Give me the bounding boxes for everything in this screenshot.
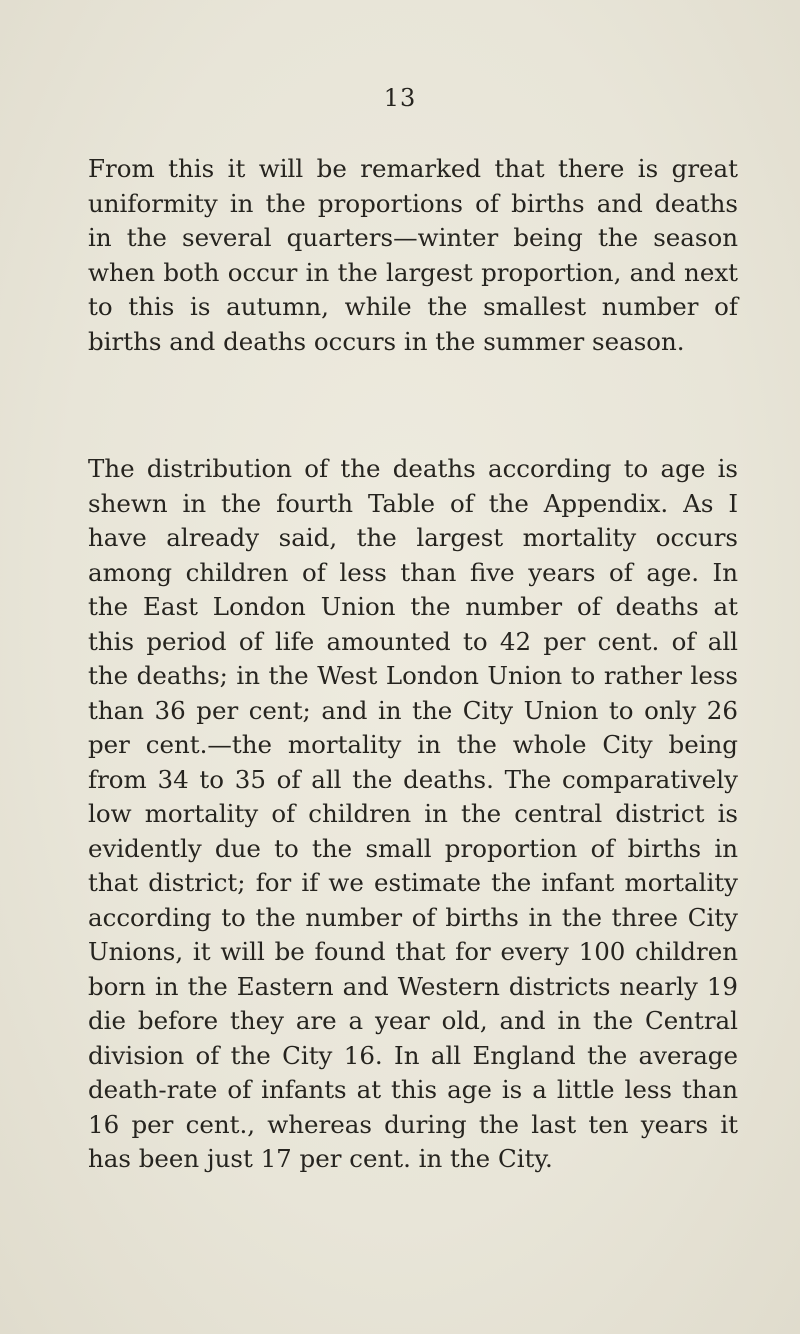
paragraph-line: the East London Union the number of deaths at (88, 592, 738, 621)
paragraph-line: to this is autumn, while the smallest number of (88, 292, 738, 321)
paragraph-line: The distribution of the deaths according to age is (88, 454, 738, 483)
paragraph-line: evidently due to the small proportion of births in (88, 833, 738, 863)
paragraph-line: born in the Eastern and Western districts nearly 19 (88, 971, 738, 1001)
paragraph-line: have already said, the largest mortality occurs (88, 523, 738, 552)
paragraph-2 (88, 452, 738, 1177)
paragraph-line: from 34 to 35 of all the deaths. The comparatively (88, 764, 738, 794)
paragraph-line: per cent.—the mortality in the whole City being (88, 730, 738, 759)
paragraph-line: in the several quarters—winter being the season (88, 223, 738, 252)
paragraph-line: according to the number of births in the three City (88, 902, 738, 932)
paragraph-line: Unions, it will be found that for every 100 children (88, 937, 738, 966)
paragraph-line: when both occur in the largest proportion, and next (88, 257, 738, 287)
paragraph-1 (88, 152, 738, 359)
paragraph-line: From this it will be remarked that there is great (88, 154, 738, 183)
paragraph-line: has been just 17 per cent. in the City. (88, 1144, 553, 1173)
paragraph-line: the deaths; in the West London Union to rather less (88, 661, 738, 690)
page-number: 13 (383, 84, 417, 112)
paragraph-line: this period of life amounted to 42 per cent. of all (88, 626, 738, 656)
paragraph-line: births and deaths occurs in the summer season. (88, 326, 685, 356)
paragraph-line: uniformity in the proportions of births and deaths (88, 188, 738, 218)
paragraph-line: that district; for if we estimate the infant mortality (88, 868, 738, 897)
paragraph-line: die before they are a year old, and in the Central (88, 1006, 738, 1035)
paragraph-line: 16 per cent., whereas during the last ten years it (88, 1109, 738, 1139)
paragraph-line: death-rate of infants at this age is a little less than (88, 1075, 738, 1104)
paragraph-line: among children of less than five years of age. In (88, 557, 738, 587)
paragraph-line: shewn in the fourth Table of the Appendix. As I (88, 488, 738, 518)
paragraph-line: low mortality of children in the central district is (88, 799, 738, 828)
paragraph-line: than 36 per cent; and in the City Union to only 26 (88, 695, 738, 725)
paragraph-line: division of the City 16. In all England the average (88, 1040, 738, 1070)
